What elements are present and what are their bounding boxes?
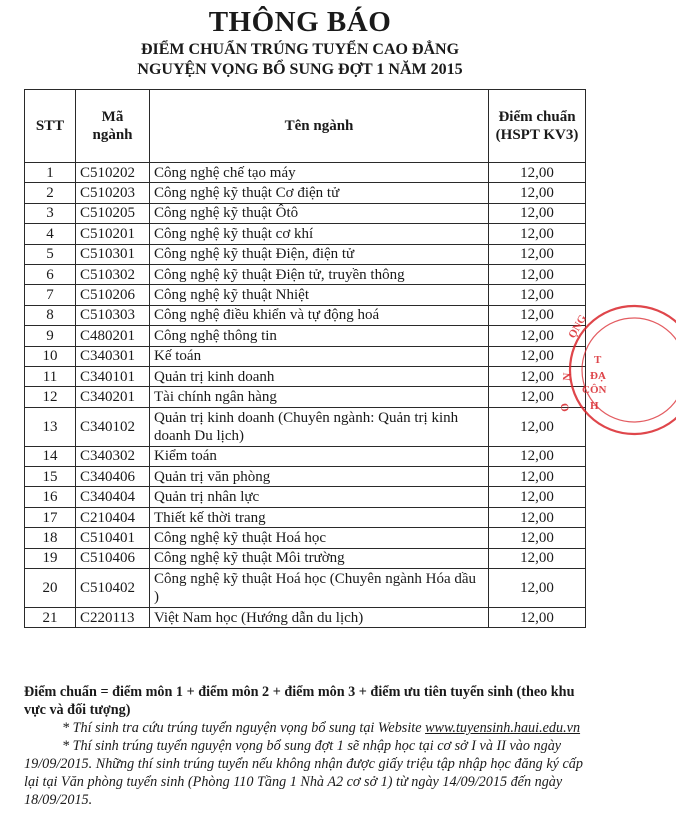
seal-text-1: T — [594, 354, 602, 366]
document-title: THÔNG BÁO — [208, 6, 392, 38]
cell-ten-nganh: Công nghệ kỹ thuật Cơ điện tử — [150, 183, 489, 203]
cell-diem-chuan: 12,00 — [489, 163, 586, 183]
cell-diem-chuan: 12,00 — [489, 387, 586, 407]
cell-stt: 14 — [25, 446, 76, 466]
cell-stt: 18 — [25, 528, 76, 548]
cell-ten-nganh: Công nghệ kỹ thuật Nhiệt — [150, 285, 489, 305]
cell-diem-chuan: 12,00 — [489, 326, 586, 346]
cell-stt: 8 — [25, 305, 76, 325]
table-row — [25, 528, 586, 548]
cell-ma-nganh: C510401 — [76, 528, 150, 548]
cell-diem-chuan: 12,00 — [489, 446, 586, 466]
header-ten-nganh: Tên ngành — [150, 90, 489, 163]
cell-ten-nganh: Quản trị kinh doanh — [150, 366, 489, 386]
cell-ten-nganh: Công nghệ kỹ thuật Hoá học (Chuyên ngành Hóa dầu ) — [150, 569, 489, 608]
cell-ma-nganh: C510201 — [76, 224, 150, 244]
svg-text:O: O — [558, 402, 572, 413]
cell-stt: 21 — [25, 608, 76, 628]
website-link[interactable]: www.tuyensinh.haui.edu.vn — [425, 720, 581, 736]
cell-stt: 20 — [25, 569, 76, 608]
cell-ma-nganh: C340101 — [76, 366, 150, 386]
cell-diem-chuan: 12,00 — [489, 407, 586, 446]
cell-ten-nganh: Công nghệ kỹ thuật Hoá học — [150, 528, 489, 548]
cell-ma-nganh: C340406 — [76, 467, 150, 487]
cell-ten-nganh: Công nghệ kỹ thuật cơ khí — [150, 224, 489, 244]
cell-ten-nganh: Kiểm toán — [150, 446, 489, 466]
cell-stt: 5 — [25, 244, 76, 264]
seal-text-2: ĐẠ — [590, 370, 606, 382]
table-row — [25, 285, 586, 305]
cell-stt: 1 — [25, 163, 76, 183]
official-seal — [558, 295, 676, 445]
header-diem-line1: Điểm chuẩn — [498, 109, 576, 125]
cell-diem-chuan: 12,00 — [489, 285, 586, 305]
cell-ten-nganh: Công nghệ kỹ thuật Điện tử, truyền thông — [150, 264, 489, 284]
cell-diem-chuan: 12,00 — [489, 305, 586, 325]
cell-ma-nganh: C510203 — [76, 183, 150, 203]
table-row — [25, 346, 586, 366]
note-enrollment: * Thí sinh trúng tuyển nguyện vọng bổ sung đợt 1 sẽ nhập học tại cơ sở I và II vào ngày 19/09/2015. Những thí sinh trúng tuyển nếu không nhận được giấy triệu tập nhập học đăng ký cấp lại tại Văn phòng tuyển sinh (Phòng 110 Tầng 1 Nhà A2 cơ sở 1) từ ngày 14/09/2015 đến ngày 18/09/2015. — [24, 738, 583, 808]
cell-stt: 6 — [25, 264, 76, 284]
cell-diem-chuan: 12,00 — [489, 264, 586, 284]
cutoff-score-table — [24, 89, 586, 628]
cell-ten-nganh: Công nghệ thông tin — [150, 326, 489, 346]
seal-text-4: H — [590, 400, 599, 412]
table-row — [25, 407, 586, 446]
header-diem-line2: (HSPT KV3) — [495, 127, 579, 143]
table-row — [25, 264, 586, 284]
cell-ten-nganh: Công nghệ chế tạo máy — [150, 163, 489, 183]
table-row — [25, 224, 586, 244]
cell-ma-nganh: C220113 — [76, 608, 150, 628]
cell-diem-chuan: 12,00 — [489, 203, 586, 223]
cell-stt: 17 — [25, 507, 76, 527]
cell-ma-nganh: C340102 — [76, 407, 150, 446]
cell-ma-nganh: C340404 — [76, 487, 150, 507]
table-row — [25, 387, 586, 407]
cell-ten-nganh: Việt Nam học (Hướng dẫn du lịch) — [150, 608, 489, 628]
table-body — [25, 163, 586, 628]
cell-diem-chuan: 12,00 — [489, 467, 586, 487]
cell-ma-nganh: C510302 — [76, 264, 150, 284]
cell-ma-nganh: C480201 — [76, 326, 150, 346]
table-row — [25, 569, 586, 608]
header-diem-chuan — [489, 90, 586, 163]
cell-ma-nganh: C210404 — [76, 507, 150, 527]
svg-text:N: N — [561, 372, 574, 382]
table-row — [25, 487, 586, 507]
cell-ma-nganh: C510202 — [76, 163, 150, 183]
cell-stt: 7 — [25, 285, 76, 305]
table-row — [25, 163, 586, 183]
cell-diem-chuan: 12,00 — [489, 487, 586, 507]
cell-diem-chuan: 12,00 — [489, 548, 586, 568]
cell-diem-chuan: 12,00 — [489, 569, 586, 608]
table-header-row — [25, 90, 586, 163]
cell-stt: 12 — [25, 387, 76, 407]
cell-stt: 16 — [25, 487, 76, 507]
cell-diem-chuan: 12,00 — [489, 183, 586, 203]
cell-ten-nganh: Tài chính ngân hàng — [150, 387, 489, 407]
cell-ten-nganh: Quản trị văn phòng — [150, 467, 489, 487]
cell-ma-nganh: C510205 — [76, 203, 150, 223]
cell-stt: 13 — [25, 407, 76, 446]
table-row — [25, 608, 586, 628]
cell-ten-nganh: Công nghệ kỹ thuật Điện, điện tử — [150, 244, 489, 264]
cell-ten-nganh: Quản trị kinh doanh (Chuyên ngành: Quản trị kinh doanh Du lịch) — [150, 407, 489, 446]
cell-ten-nganh: Kế toán — [150, 346, 489, 366]
cell-ma-nganh: C340302 — [76, 446, 150, 466]
cell-stt: 15 — [25, 467, 76, 487]
cell-ma-nganh: C510206 — [76, 285, 150, 305]
header-ma-line2: ngành — [92, 127, 133, 143]
cell-diem-chuan: 12,00 — [489, 244, 586, 264]
cell-diem-chuan: 12,00 — [489, 346, 586, 366]
document-subtitle-line2: NGUYỆN VỌNG BỔ SUNG ĐỢT 1 NĂM 2015 — [137, 61, 463, 78]
table-row — [25, 507, 586, 527]
table-row — [25, 183, 586, 203]
table-row — [25, 467, 586, 487]
cell-ten-nganh: Quản trị nhân lực — [150, 487, 489, 507]
cell-ten-nganh: Công nghệ kỹ thuật Ôtô — [150, 203, 489, 223]
cell-stt: 2 — [25, 183, 76, 203]
cell-ma-nganh: C340301 — [76, 346, 150, 366]
cell-ma-nganh: C340201 — [76, 387, 150, 407]
cell-diem-chuan: 12,00 — [489, 224, 586, 244]
cell-stt: 19 — [25, 548, 76, 568]
cell-diem-chuan: 12,00 — [489, 366, 586, 386]
note-lookup-text: * Thí sinh tra cứu trúng tuyển nguyện vọng bổ sung tại Website — [62, 720, 426, 736]
cell-stt: 9 — [25, 326, 76, 346]
cell-diem-chuan: 12,00 — [489, 507, 586, 527]
cell-ten-nganh: Công nghệ điều khiển và tự động hoá — [150, 305, 489, 325]
header-ma-nganh — [76, 90, 150, 163]
cell-stt: 3 — [25, 203, 76, 223]
table-row — [25, 548, 586, 568]
cell-ma-nganh: C510301 — [76, 244, 150, 264]
seal-text-3: CÔN — [582, 384, 607, 396]
cell-ten-nganh: Công nghệ kỹ thuật Môi trường — [150, 548, 489, 568]
cell-stt: 11 — [25, 366, 76, 386]
header-stt: STT — [25, 90, 76, 163]
table-row — [25, 326, 586, 346]
header-ma-line1: Mã — [101, 109, 124, 125]
table-row — [25, 244, 586, 264]
table-row — [25, 446, 586, 466]
table-row — [25, 366, 586, 386]
document-subtitle-line1: ĐIỂM CHUẨN TRÚNG TUYỂN CAO ĐẲNG — [140, 41, 460, 58]
cell-diem-chuan: 12,00 — [489, 528, 586, 548]
cell-ma-nganh: C510402 — [76, 569, 150, 608]
cell-diem-chuan: 12,00 — [489, 608, 586, 628]
note-lookup — [24, 719, 590, 737]
table-row — [25, 305, 586, 325]
cell-stt: 10 — [25, 346, 76, 366]
table-row — [25, 203, 586, 223]
cell-ma-nganh: C510303 — [76, 305, 150, 325]
svg-text:ỌNG: ỌNG — [566, 312, 590, 341]
score-formula: Điểm chuẩn = điểm môn 1 + điểm môn 2 + điểm môn 3 + điểm ưu tiên tuyển sinh (theo khu vực và đối tượng) — [24, 684, 575, 718]
cell-ma-nganh: C510406 — [76, 548, 150, 568]
cell-stt: 4 — [25, 224, 76, 244]
cell-ten-nganh: Thiết kế thời trang — [150, 507, 489, 527]
